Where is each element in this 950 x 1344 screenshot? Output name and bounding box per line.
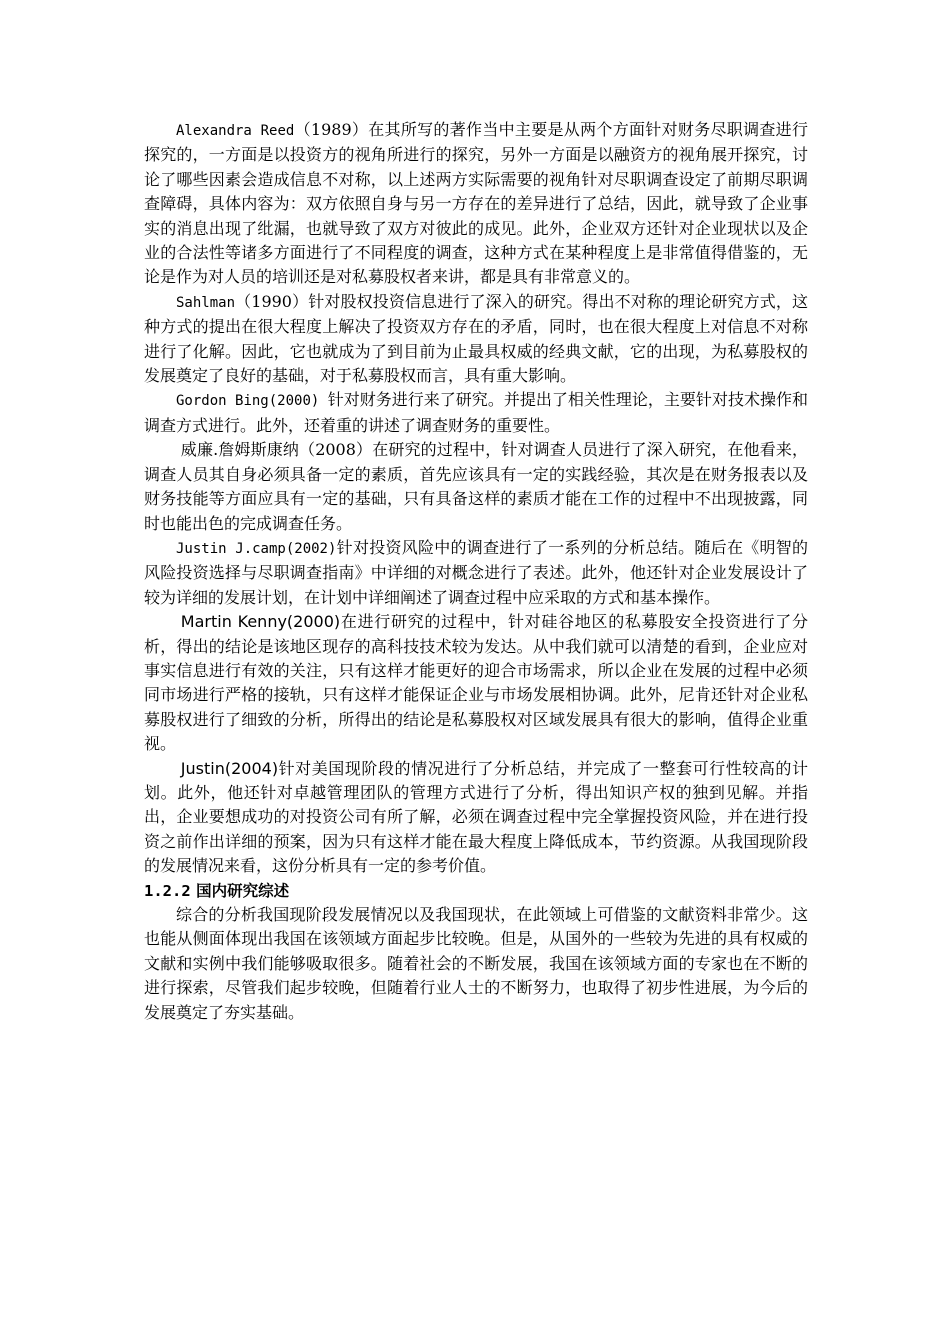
paragraph-gordon-bing xyxy=(144,388,808,438)
paragraph-text: 在进行研究的过程中，针对硅谷地区的私募股安全投资进行了分析，得出的结论是该地区现存的高科技技术较为发达。从中我们就可以清楚的看到，企业应对事实信息进行有效的关注，只有这样才能更好的迎合市场需求，所以企业在发展的过程中必须同市场进行严格的接轨，只有这样才能保证企业与市场发展相协调。此外，尼肯还针对企业私募股权进行了细致的分析，所得出的结论是私募股权对区域发展具有很大的影响，值得企业重视。 xyxy=(144,612,808,754)
author-name: Justin(2004) xyxy=(180,758,279,778)
paragraph-justin-camp xyxy=(144,536,808,610)
author-name: Sahlman xyxy=(176,294,236,311)
paragraph-text: （1990）针对股权投资信息进行了深入的研究。得出不对称的理论研究方式，这种方式的提出在很大程度上解决了投资双方存在的矛盾，同时，也在很大程度上对信息不对称进行了化解。因此，它也就成为了到目前为止最具权威的经典文献，它的出现，为私募股权的发展奠定了良好的基础，对于私募股权而言，具有重大影响。 xyxy=(144,291,808,386)
paragraph-text: 威廉.詹姆斯康纳（2008）在研究的过程中，针对调查人员进行了深入研究，在他看来，调查人员其自身必须具备一定的素质，首先应该具有一定的实践经验，其次是在财务报表以及财务技能等方面应具有一定的基础，只有具备这样的素质才能在工作的过程中不出现披露，同时也能出色的完成调查任务。 xyxy=(144,440,808,533)
paragraph-text: 综合的分析我国现阶段发展情况以及我国现状，在此领域上可借鉴的文献资料非常少。这也能从侧面体现出我国在该领域方面起步比较晚。但是，从国外的一些较为先进的具有权威的文献和实例中我们能够吸取很多。随着社会的不断发展，我国在该领域方面的专家也在不断的进行探索，尽管我们起步较晚，但随着行业人士的不断努力，也取得了初步性进展，为今后的发展奠定了夯实基础。 xyxy=(144,905,808,1022)
section-title: 国内研究综述 xyxy=(196,881,290,900)
author-name: Martin Kenny(2000) xyxy=(180,612,341,632)
section-heading xyxy=(144,879,808,903)
paragraph-martin-kenny xyxy=(144,610,808,756)
author-name: Gordon Bing(2000) xyxy=(176,393,328,410)
paragraph-justin-2004 xyxy=(144,757,808,879)
paragraph-text: 针对美国现阶段的情况进行了分析总结，并完成了一整套可行性较高的计划。此外，他还针对卓越管理团队的管理方式进行了分析，得出知识产权的独到见解。并指出，企业要想成功的对投资公司有所了解，必须在调查过程中完全掌握投资风险，并在进行投资之前作出详细的预案，因为只有这样才能在最大程度上降低成本，节约资源。从我国现阶段的发展情况来看，这份分析具有一定的参考价值。 xyxy=(144,758,808,876)
paragraph-text: 针对投资风险中的调查进行了一系列的分析总结。随后在《明智的风险投资选择与尽职调查指南》中详细的对概念进行了表述。此外，他还针对企业发展设计了较为详细的发展计划，在计划中详细阐述了调查过程中应采取的方式和基本操作。 xyxy=(144,537,808,607)
paragraph-text: 针对财务进行来了研究。并提出了相关性理论，主要针对技术操作和调查方式进行。此外，还着重的讲述了调查财务的重要性。 xyxy=(144,390,808,435)
document-page xyxy=(144,118,808,1025)
paragraph-sahlman xyxy=(144,290,808,389)
section-number: 1.2.2 xyxy=(144,881,191,900)
paragraph-william-james xyxy=(144,438,808,536)
author-name: Justin J.camp(2002) xyxy=(176,540,337,557)
author-name: Alexandra Reed xyxy=(176,123,295,139)
paragraph-text: （1989）在其所写的著作当中主要是从两个方面针对财务尽职调查进行探究的，一方面是以投资方的视角所进行的探究，另外一方面是以融资方的视角展开探究，讨论了哪些因素会造成信息不对称，以上述两方实际需要的视角针对尽职调查设定了前期尽职调查障碍，具体内容为：双方依照自身与另一方存在的差异进行了总结，因此，就导致了企业事实的消息出现了纰漏，也就导致了双方对彼此的成见。此外，企业双方还针对企业现状以及企业的合法性等诸多方面进行了不同程度的调查，这种方式在某种程度上是非常值得借鉴的，无论是作为对人员的培训还是对私募股权者来讲，都是具有非常意义的。 xyxy=(144,120,808,287)
paragraph-domestic-review xyxy=(144,903,808,1025)
paragraph-reed xyxy=(144,118,808,290)
